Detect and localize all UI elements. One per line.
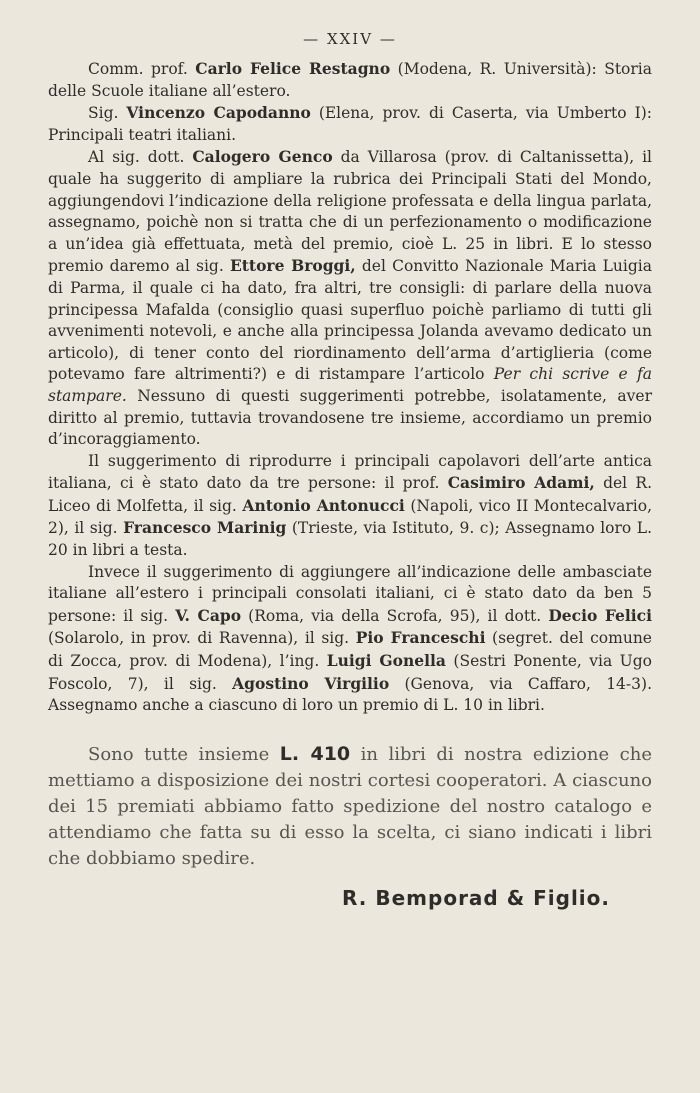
person-name: Vincenzo Capodanno — [126, 103, 311, 123]
person-name: Luigi Gonella — [326, 651, 446, 671]
text: del Convitto Nazionale Maria Luigia di Parma, il quale ci ha dato, fra altri, tre consigli: di parlare della nuova principessa Mafalda (consiglio quasi superfluo poichè parliamo di tutti gli avvenimenti notevoli, e anche alla principessa Jolanda avevamo dedicato un articolo), di tener conto del riordinamento dell’arma d’artiglieria (come potevamo fare altrimenti?) e di ristampare l’articolo — [48, 257, 652, 384]
person-name: Casimiro Adami, — [447, 473, 595, 493]
text: (Genova, via Caffaro, 14-3). Assegnamo anche a ciascuno di loro un premio di L. 10 in libri. — [48, 674, 652, 715]
text: da Villarosa (prov. di Caltanissetta), il quale ha suggerito di ampliare la rubrica dei Principali Stati del Mondo, aggiungendovi l’indicazione della religione professata e della lingua parlata, assegnamo, poichè non si tratta che di un perfezionamento o modificazione a un’idea già effettuata, metà del premio, cioè L. 25 in libri. E lo stesso premio daremo al sig. — [48, 148, 652, 276]
text: Il suggerimento di riprodurre i principali capolavori dell’arte antica italiana, ci è stato dato da tre persone: il prof. — [48, 451, 652, 493]
text: del R. Liceo di Molfetta, il sig. — [48, 474, 653, 515]
text: Invece il suggerimento di aggiungere all’indicazione delle ambasciate italiane all’estero i principali consolati italiani, ci è stato dato da ben 5 persone: il sig. — [48, 562, 652, 625]
person-name: Antonio Antonucci — [242, 495, 405, 515]
publisher-signature: R. Bemporad & Figlio. — [342, 885, 610, 910]
person-name: V. Capo — [175, 605, 242, 625]
text: Sig. — [88, 104, 127, 123]
total-amount: L. 410 — [279, 742, 351, 765]
text: (Sestri Ponente, via Ugo Foscolo, 7), il sig. — [48, 652, 652, 693]
paragraph-restagno — [48, 58, 652, 102]
person-name: Agostino Virgilio — [232, 673, 390, 693]
person-name: Pio Franceschi — [355, 628, 486, 648]
person-name: Ettore Broggi, — [229, 256, 356, 276]
paragraph-capolavori — [48, 451, 652, 562]
text: in libri di nostra edizione che mettiamo a disposizione dei nostri cortesi cooperatori. A ciascuno dei 15 premiati abbiamo fatto spedizione del nostro catalogo e attendiamo che fatta su di esso la scelta, ci siano indicati i libri che dobbiamo spedire. — [48, 743, 652, 869]
text: Nessuno di questi suggerimenti potrebbe, isolatamente, aver diritto al premio, tuttavia trovandosene tre insieme, accordiamo un premio d’incoraggiamento. — [48, 386, 652, 449]
text: (segret. del comune di Zocca, prov. di Modena), l’ing. — [48, 629, 652, 671]
article-title: Per chi scrive e fa stampare. — [48, 365, 652, 405]
text: (Napoli, vico II Montecalvario, 2), il sig. — [48, 496, 653, 538]
paragraph-genco-broggi — [48, 146, 652, 450]
person-name: Carlo Felice Restagno — [195, 59, 391, 78]
text: Al sig. dott. — [88, 148, 193, 167]
person-name: Calogero Genco — [192, 147, 333, 167]
text: Sono tutte insieme — [88, 743, 280, 765]
person-name: Decio Felici — [548, 605, 653, 625]
page-number: — XXIV — — [303, 30, 397, 48]
closing-paragraph — [48, 741, 652, 872]
text: (Modena, R. Università): Storia delle Scuole italiane all’estero. — [48, 60, 652, 100]
paragraph-consolati — [48, 562, 652, 717]
paragraph-capodanno — [48, 102, 652, 146]
text: (Elena, prov. di Caserta, via Umberto I): Principali teatri italiani. — [48, 104, 652, 144]
text: (Trieste, via Istituto, 9. c); Assegnamo loro L. 20 in libri a testa. — [48, 519, 652, 560]
person-name: Francesco Marinig — [123, 518, 287, 538]
text: (Roma, via della Scrofa, 95), il dott. — [241, 606, 549, 625]
text: (Solarolo, in prov. di Ravenna), il sig. — [48, 629, 356, 648]
text: Comm. prof. — [88, 60, 196, 78]
